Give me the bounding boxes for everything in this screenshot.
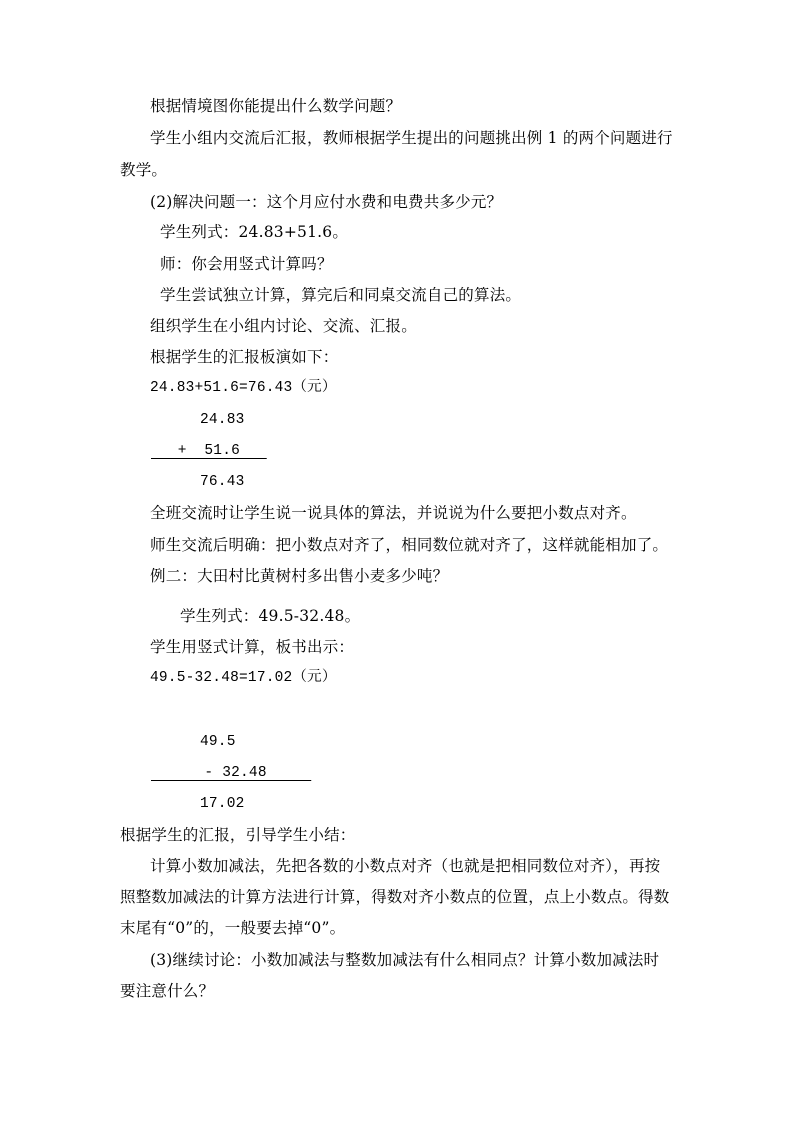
paragraph-line: 师生交流后明确：把小数点对齐了，相同数位就对齐了，这样就能相加了。	[150, 536, 669, 554]
question-prompt: 根据情境图你能提出什么数学问题？	[150, 97, 402, 115]
section-heading: (3)继续讨论：小数加减法与整数加减法有什么相同点？计算小数加减法时	[150, 951, 660, 969]
section-heading: (2)解决问题一：这个月应付水费和电费共多少元？	[150, 193, 503, 211]
paragraph-line: 学生小组内交流后汇报，教师根据学生提出的问题挑出例 1 的两个问题进行	[150, 129, 673, 147]
equation-line: 49.5-32.48=17.02（元）	[150, 670, 337, 686]
paragraph-line: 根据学生的汇报板演如下：	[150, 348, 339, 366]
paragraph-line: 计算小数加减法，先把各数的小数点对齐（也就是把相同数位对齐），再按	[150, 857, 661, 875]
paragraph-line: 学生尝试独立计算，算完后和同桌交流自己的算法。	[160, 286, 522, 304]
paragraph-line: 学生用竖式计算，板书出示：	[150, 638, 355, 656]
vertical-minuend: 49.5	[200, 734, 236, 750]
paragraph-line: 根据学生的汇报，引导学生小结：	[120, 826, 356, 844]
vertical-addend-top: 24.83	[200, 412, 245, 428]
paragraph-line: 教学。	[120, 161, 168, 179]
paragraph-line: 全班交流时让学生说一说具体的算法，并说说为什么要把小数点对齐。	[150, 504, 637, 522]
paragraph-line: 学生列式：24.83+51.6。	[160, 223, 349, 241]
vertical-addend-bottom: + 51.6	[151, 443, 267, 459]
vertical-subtrahend: - 32.48	[151, 765, 312, 781]
equation-line: 24.83+51.6=76.43（元）	[150, 380, 337, 396]
paragraph-line: 师：你会用竖式计算吗？	[160, 255, 333, 273]
vertical-difference: 17.02	[200, 796, 245, 812]
paragraph-line: 末尾有“0”的，一般要去掉“0”。	[120, 919, 346, 937]
example-heading: 例二：大田村比黄树村多出售小麦多少吨？	[150, 567, 449, 585]
paragraph-line: 学生列式：49.5-32.48。	[180, 607, 361, 625]
paragraph-line: 照整数加减法的计算方法进行计算，得数对齐小数点的位置，点上小数点。得数	[120, 888, 670, 906]
paragraph-line: 要注意什么？	[120, 982, 215, 1000]
paragraph-line: 组织学生在小组内讨论、交流、汇报。	[150, 317, 417, 335]
vertical-sum: 76.43	[200, 474, 245, 490]
